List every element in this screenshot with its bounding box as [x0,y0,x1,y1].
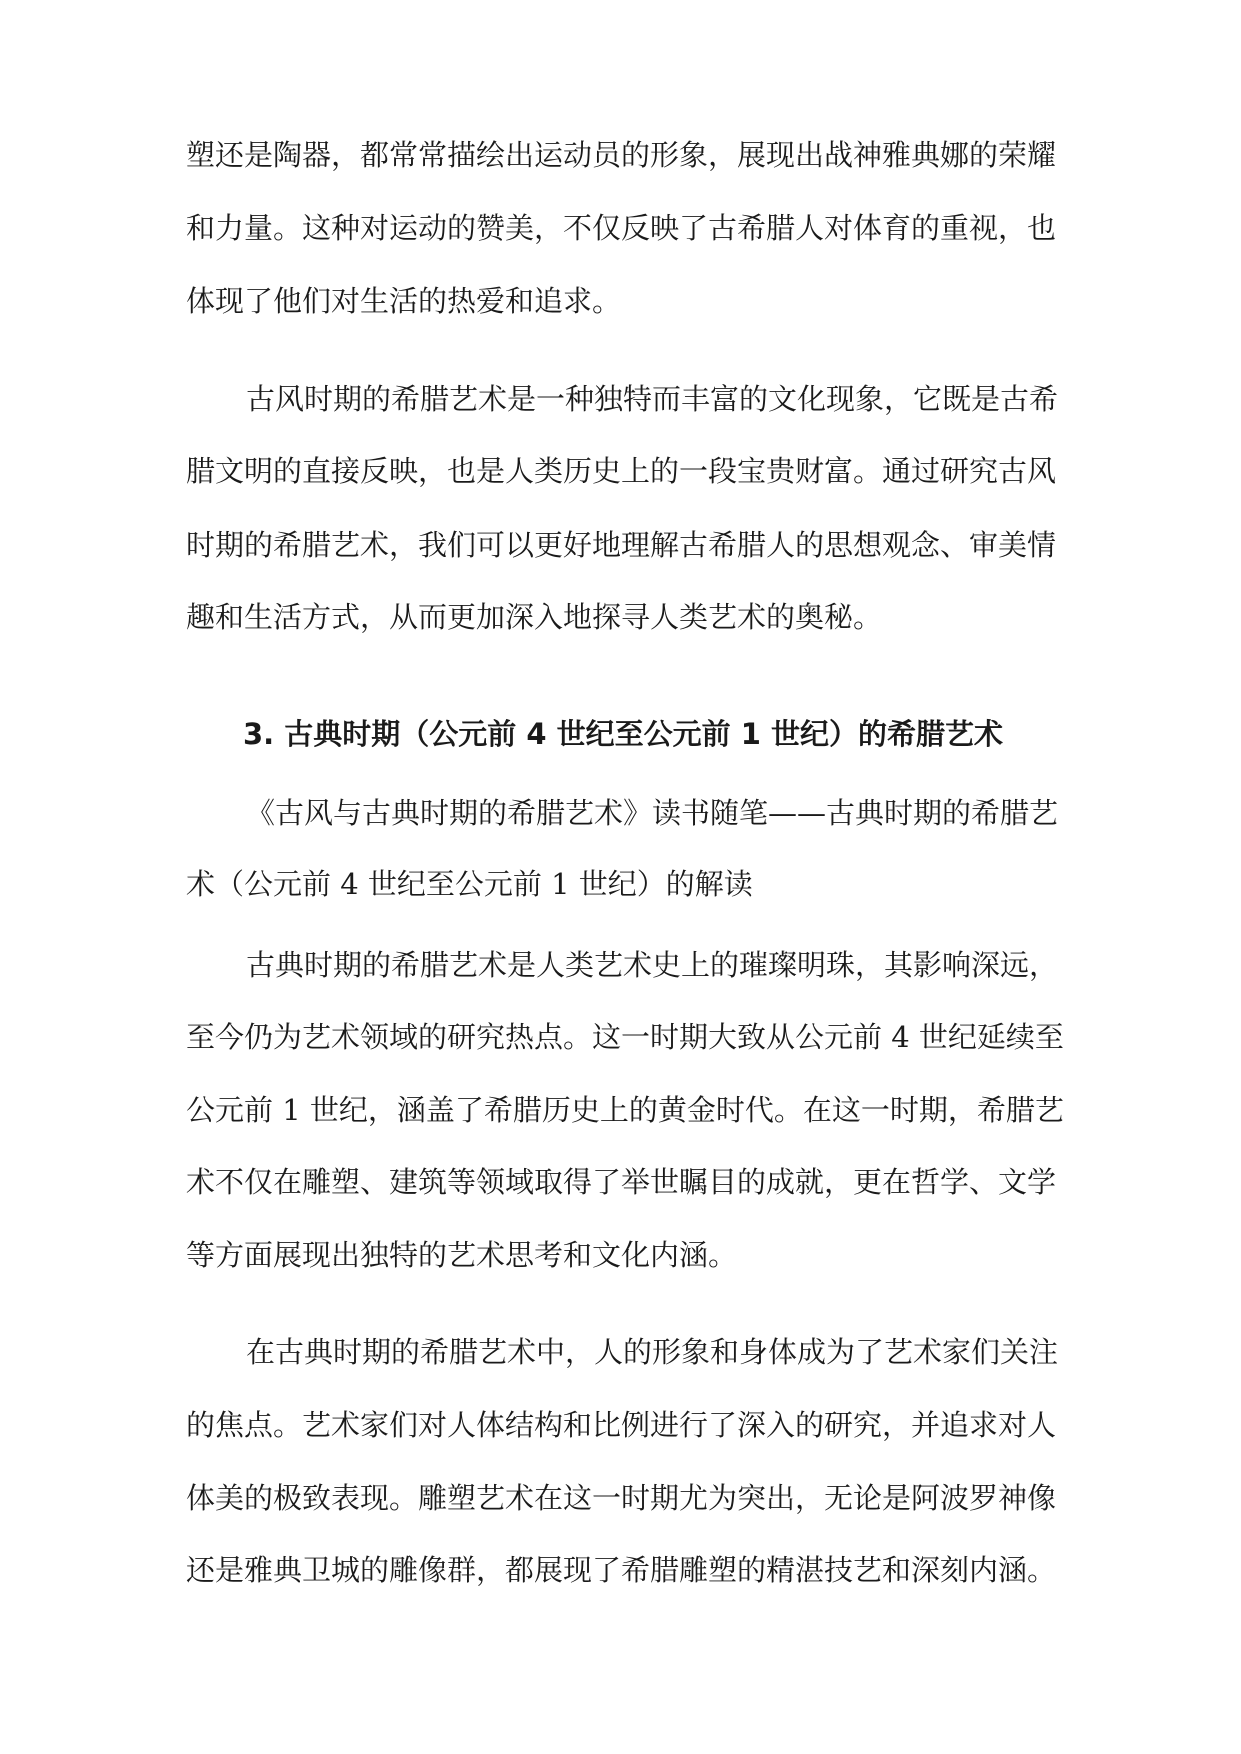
text-line [0,860,1241,908]
line-text: 体美的极致表现。雕塑艺术在这一时期尤为突出，无论是阿波罗神像 [186,1481,1057,1515]
section-heading-text: 3. 古典时期（公元前 4 世纪至公元前 1 世纪）的希腊艺术 [243,717,1004,751]
text-line [0,593,1241,641]
text-line [0,131,1241,179]
line-text: 至今仍为艺术领域的研究热点。这一时期大致从公元前 4 世纪延续至 [186,1020,1064,1054]
line-text: 还是雅典卫城的雕像群，都展现了希腊雕塑的精湛技艺和深刻内涵。 [186,1553,1057,1587]
line-text: 《古风与古典时期的希腊艺术》读书随笔——古典时期的希腊艺 [246,796,1059,830]
line-text: 塑还是陶器，都常常描绘出运动员的形象，展现出战神雅典娜的荣耀 [186,138,1057,172]
line-text: 术不仅在雕塑、建筑等领域取得了举世瞩目的成就，更在哲学、文学 [186,1165,1057,1199]
line-text: 古风时期的希腊艺术是一种独特而丰富的文化现象，它既是古希 [246,382,1059,416]
line-text: 术（公元前 4 世纪至公元前 1 世纪）的解读 [186,867,753,901]
line-text: 的焦点。艺术家们对人体结构和比例进行了深入的研究，并追求对人 [186,1408,1057,1442]
text-line [0,941,1241,989]
line-text: 在古典时期的希腊艺术中，人的形象和身体成为了艺术家们关注 [246,1335,1059,1369]
text-line [0,521,1241,569]
text-line [0,1546,1241,1594]
line-text: 和力量。这种对运动的赞美，不仅反映了古希腊人对体育的重视，也 [186,211,1057,245]
text-line [0,1158,1241,1206]
line-text: 公元前 1 世纪，涵盖了希腊历史上的黄金时代。在这一时期，希腊艺 [186,1093,1064,1127]
text-line [0,1328,1241,1376]
section-heading [0,710,1241,758]
text-line [0,447,1241,495]
line-text: 腊文明的直接反映，也是人类历史上的一段宝贵财富。通过研究古风 [186,454,1057,488]
line-text: 时期的希腊艺术，我们可以更好地理解古希腊人的思想观念、审美情 [186,528,1057,562]
text-line [0,375,1241,423]
line-text: 等方面展现出独特的艺术思考和文化内涵。 [186,1238,738,1272]
text-line [0,1401,1241,1449]
text-line [0,1474,1241,1522]
text-line [0,204,1241,252]
text-line [0,1013,1241,1061]
text-line [0,1231,1241,1279]
text-line [0,1086,1241,1134]
line-text: 趣和生活方式，从而更加深入地探寻人类艺术的奥秘。 [186,600,883,634]
text-line [0,789,1241,837]
line-text: 古典时期的希腊艺术是人类艺术史上的璀璨明珠，其影响深远， [246,948,1059,982]
text-line [0,277,1241,325]
line-text: 体现了他们对生活的热爱和追求。 [186,284,622,318]
